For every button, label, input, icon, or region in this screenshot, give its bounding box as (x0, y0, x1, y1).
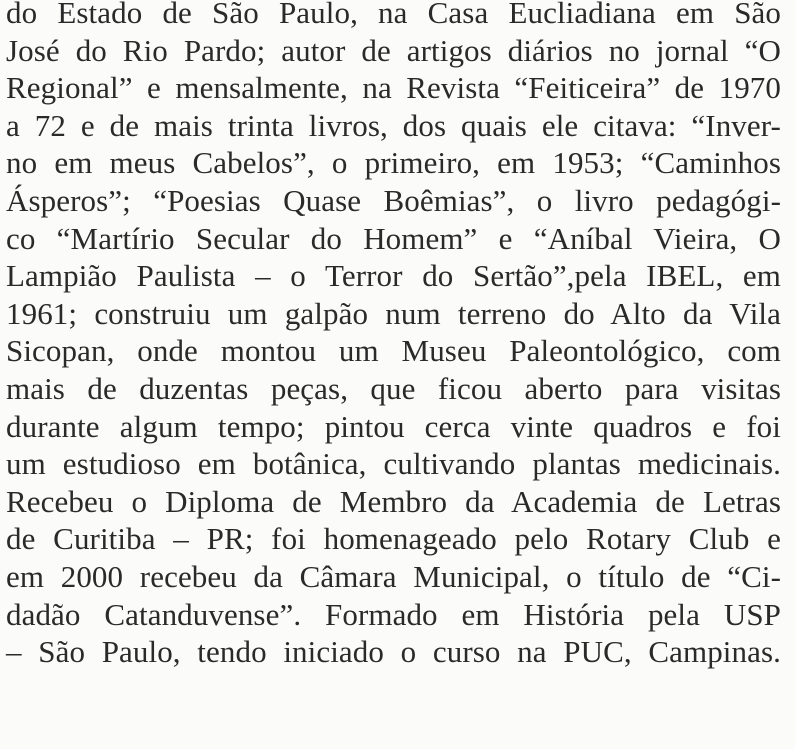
text-line: de Curitiba – PR; foi homenageado pelo Rotary Club e (6, 521, 781, 557)
text-line: 1961; construiu um galpão num terreno do Alto da Vila (6, 295, 781, 331)
text-line: durante algum tempo; pintou cerca vinte quadros e foi (6, 408, 781, 444)
text-line: mais de duzentas peças, que ficou aberto para visitas (6, 370, 781, 406)
body-paragraph (6, 0, 781, 671)
text-line: do Estado de São Paulo, na Casa Eucliadiana em São (6, 0, 781, 30)
text-line: em 2000 recebeu da Câmara Municipal, o título de “Ci- (6, 558, 781, 594)
text-line: Ásperos”; “Poesias Quase Boêmias”, o livro pedagógi- (6, 182, 781, 218)
text-line: José do Rio Pardo; autor de artigos diários no jornal “O (6, 32, 781, 68)
text-line: Sicopan, onde montou um Museu Paleontológico, com (6, 333, 781, 369)
text-line: co “Martírio Secular do Homem” e “Aníbal Vieira, O (6, 220, 781, 256)
text-line: dadão Catanduvense”. Formado em História pela USP (6, 596, 781, 632)
text-line: Lampião Paulista – o Terror do Sertão”,pela IBEL, em (6, 258, 781, 294)
text-line: um estudioso em botânica, cultivando plantas medicinais. (6, 446, 781, 482)
text-line: no em meus Cabelos”, o primeiro, em 1953; “Caminhos (6, 145, 781, 181)
text-line: Recebeu o Diploma de Membro da Academia de Letras (6, 483, 781, 519)
text-line: a 72 e de mais trinta livros, dos quais ele citava: “Inver- (6, 107, 781, 143)
text-line: – São Paulo, tendo iniciado o curso na PUC, Campinas. (6, 634, 781, 670)
text-line: Regional” e mensalmente, na Revista “Feiticeira” de 1970 (6, 70, 781, 106)
